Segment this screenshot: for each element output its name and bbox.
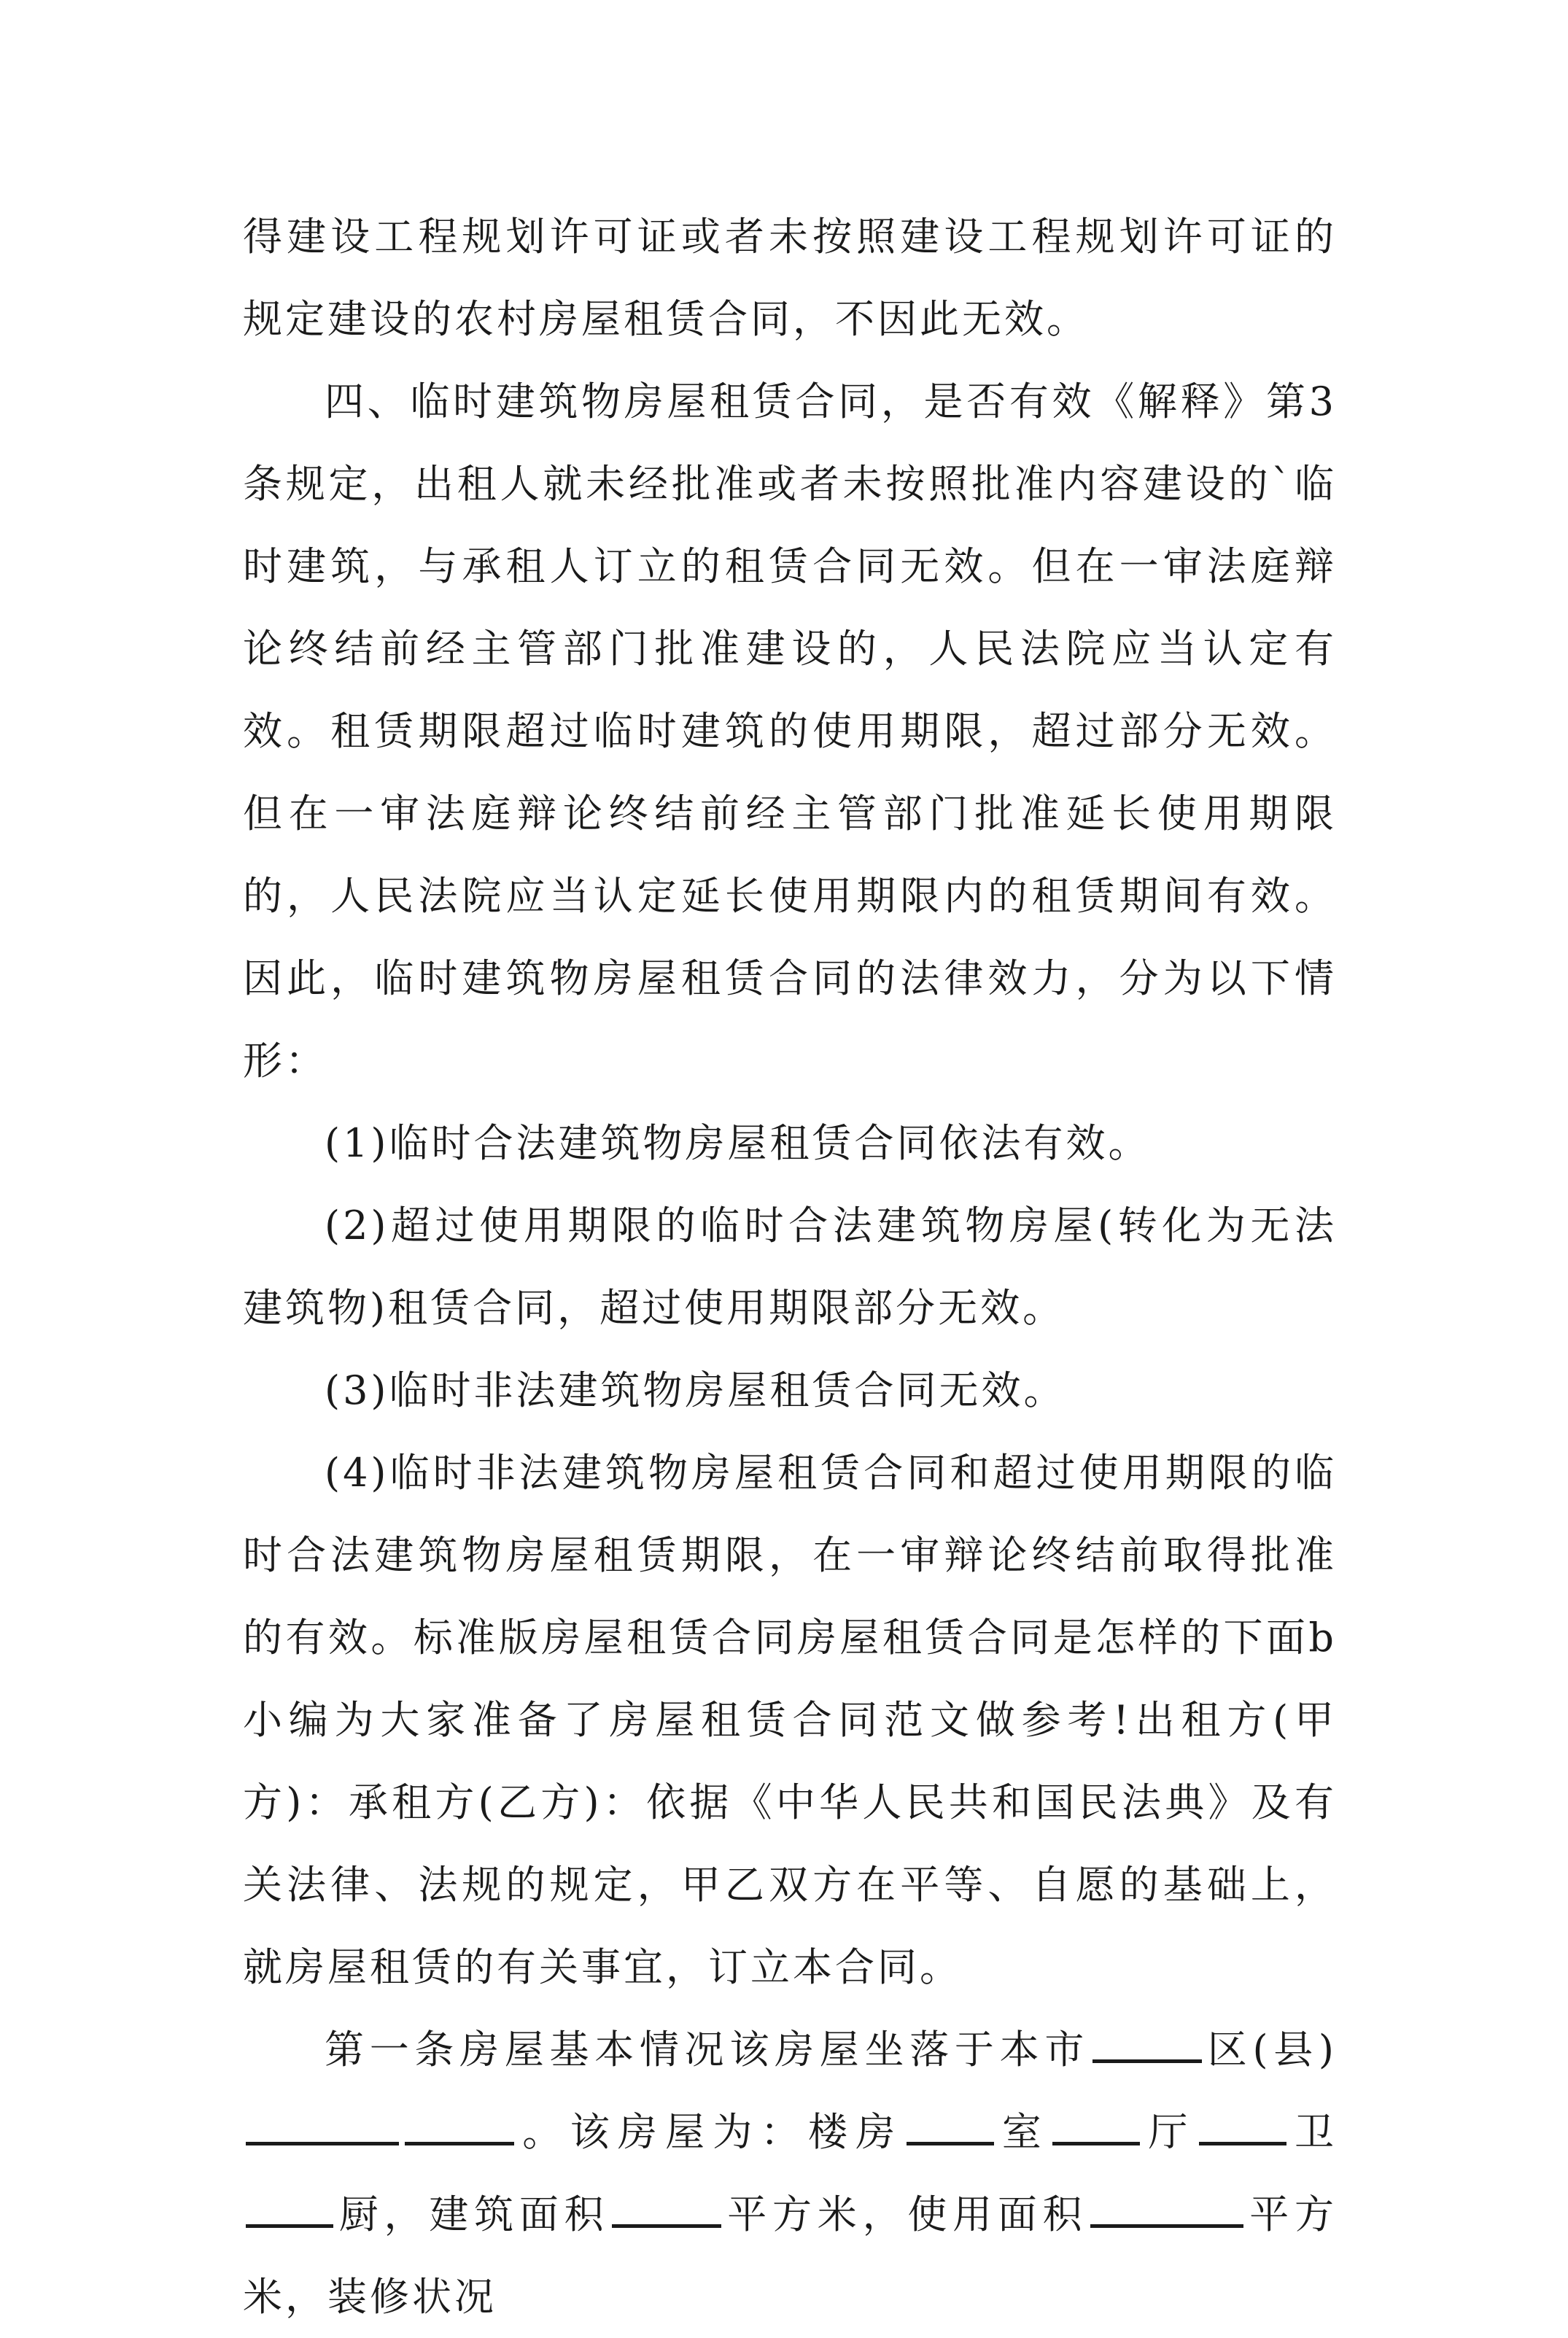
paragraph-1: 得建设工程规划许可证或者未按照建设工程规划许可证的规定建设的农村房屋租赁合同，不因此无效。 [243,214,1337,342]
document-body [243,195,1337,2338]
clause-1-text-h: 平方米，使用面积 [724,2191,1088,2237]
clause-1-text-i: 平方米，装修状况 [243,2191,1338,2320]
paragraph-2: 四、临时建筑物房屋租赁合同，是否有效《解释》第3条规定，出租人就未经批准或者未按照批准内容建设的`临时建筑，与承租人订立的租赁合同无效。但在一审法庭辩论终结前经主管部门批准建设的，人民法院应当认定有效。租赁期限超过临时建筑的使用期限，超过部分无效。但在一审法庭辩论终结前经主管部门批准延长使用期限的，人民法院应当认定延长使用期限内的租赁期间有效。因此，临时建筑物房屋租赁合同的法律效力，分为以下情形： [243,378,1337,1084]
clause-1-text-g: 厨，建筑面积 [336,2191,610,2237]
blank-usable-area[interactable] [1090,2195,1243,2228]
blank-district[interactable] [246,2113,399,2145]
blank-building-area[interactable] [612,2195,721,2228]
blank-address[interactable] [405,2113,514,2145]
paragraph-4: (2)超过使用期限的临时合法建筑物房屋(转化为无法建筑物)租赁合同，超过使用期限部分无效。 [243,1203,1337,1331]
clause-1-text-b: 区(县) [1205,2027,1337,2073]
blank-city[interactable] [1092,2030,1202,2063]
clause-1-text-c: 。该房屋为：楼房 [517,2109,904,2155]
blank-halls[interactable] [1052,2113,1140,2145]
paragraph-7 [243,2008,1337,2338]
paragraph-5: (3)临时非法建筑物房屋租赁合同无效。 [325,1367,1066,1413]
blank-rooms[interactable] [907,2113,994,2145]
blank-baths[interactable] [1199,2113,1286,2145]
paragraph-6: (4)临时非法建筑物房屋租赁合同和超过使用期限的临时合法建筑物房屋租赁期限，在一审辩论终结前取得批准的有效。标准版房屋租赁合同房屋租赁合同是怎样的下面b小编为大家准备了房屋租赁合同范文做参考!出租方(甲方)：承租方(乙方)：依据《中华人民共和国民法典》及有关法律、法规的规定，甲乙双方在平等、自愿的基础上，就房屋租赁的有关事宜，订立本合同。 [243,1450,1337,1990]
clause-1-text-e: 厅 [1143,2109,1196,2155]
clause-1-text-d: 室 [996,2109,1050,2155]
blank-kitchens[interactable] [246,2195,333,2228]
clause-1-text-a: 第一条房屋基本情况该房屋坐落于本市 [325,2027,1090,2073]
paragraph-3: (1)临时合法建筑物房屋租赁合同依法有效。 [325,1120,1151,1166]
clause-1-text-f: 卫 [1289,2109,1338,2155]
